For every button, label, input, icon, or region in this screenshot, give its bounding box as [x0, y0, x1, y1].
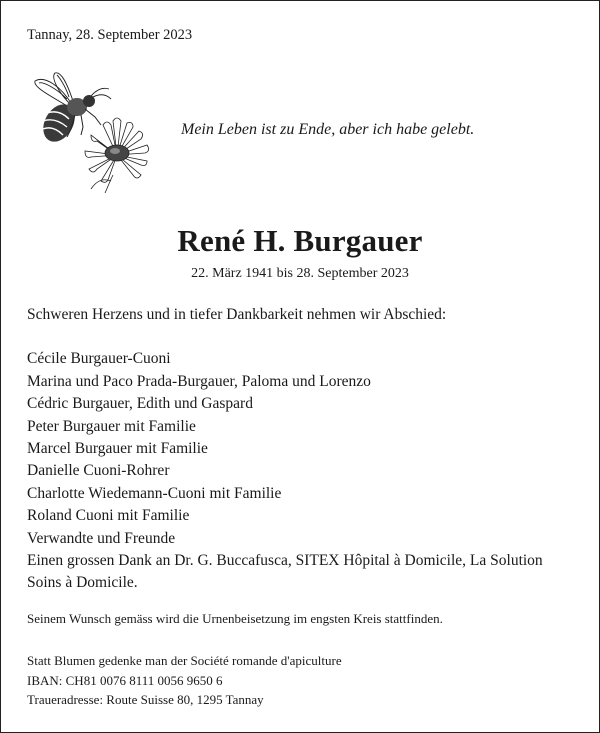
notice-body — [27, 304, 572, 595]
life-dates: 22. März 1941 bis 28. September 2023 — [191, 266, 409, 281]
bee-wings — [35, 73, 73, 107]
list-item: Cédric Burgauer, Edith und Gaspard — [27, 395, 253, 413]
motto: Mein Leben ist zu Ende, aber ich habe gelebt. — [181, 121, 475, 138]
list-item: Roland Cuoni mit Familie — [27, 507, 190, 525]
deceased-name: René H. Burgauer — [177, 223, 423, 258]
iban-text: IBAN: CH81 0076 8111 0056 9650 6 — [27, 672, 223, 688]
mourning-address: Traueradresse: Route Suisse 80, 1295 Tannay — [27, 692, 264, 707]
list-item: Danielle Cuoni-Rohrer — [27, 462, 170, 480]
mourners-list — [27, 348, 572, 550]
list-item: Verwandte und Freunde — [27, 529, 176, 547]
bee-and-flower-icon — [31, 65, 161, 193]
footer-info — [27, 651, 342, 710]
burial-note: Seinem Wunsch gemäss wird die Urnenbeisetzung im engsten Kreis stattfinden. — [27, 611, 443, 626]
list-item: Marina und Paco Prada-Burgauer, Paloma und Lorenzo — [27, 372, 371, 390]
bee-body — [37, 88, 111, 147]
intro-text: Schweren Herzens und in tiefer Dankbarkeit nehmen wir Abschied: — [27, 306, 447, 323]
list-item: Peter Burgauer mit Familie — [27, 417, 196, 435]
place-date: Tannay, 28. September 2023 — [27, 27, 193, 43]
list-item: Charlotte Wiedemann-Cuoni mit Familie — [27, 484, 282, 502]
list-item: Cécile Burgauer-Cuoni — [27, 350, 171, 368]
list-item: Marcel Burgauer mit Familie — [27, 440, 208, 458]
donation-text: Statt Blumen gedenke man der Société romande d'apiculture — [27, 653, 342, 668]
flower — [85, 118, 149, 193]
thanks-text: Einen grossen Dank an Dr. G. Buccafusca, SITEX Hôpital à Domicile, La Solution Soins à Domicile. — [27, 552, 543, 592]
